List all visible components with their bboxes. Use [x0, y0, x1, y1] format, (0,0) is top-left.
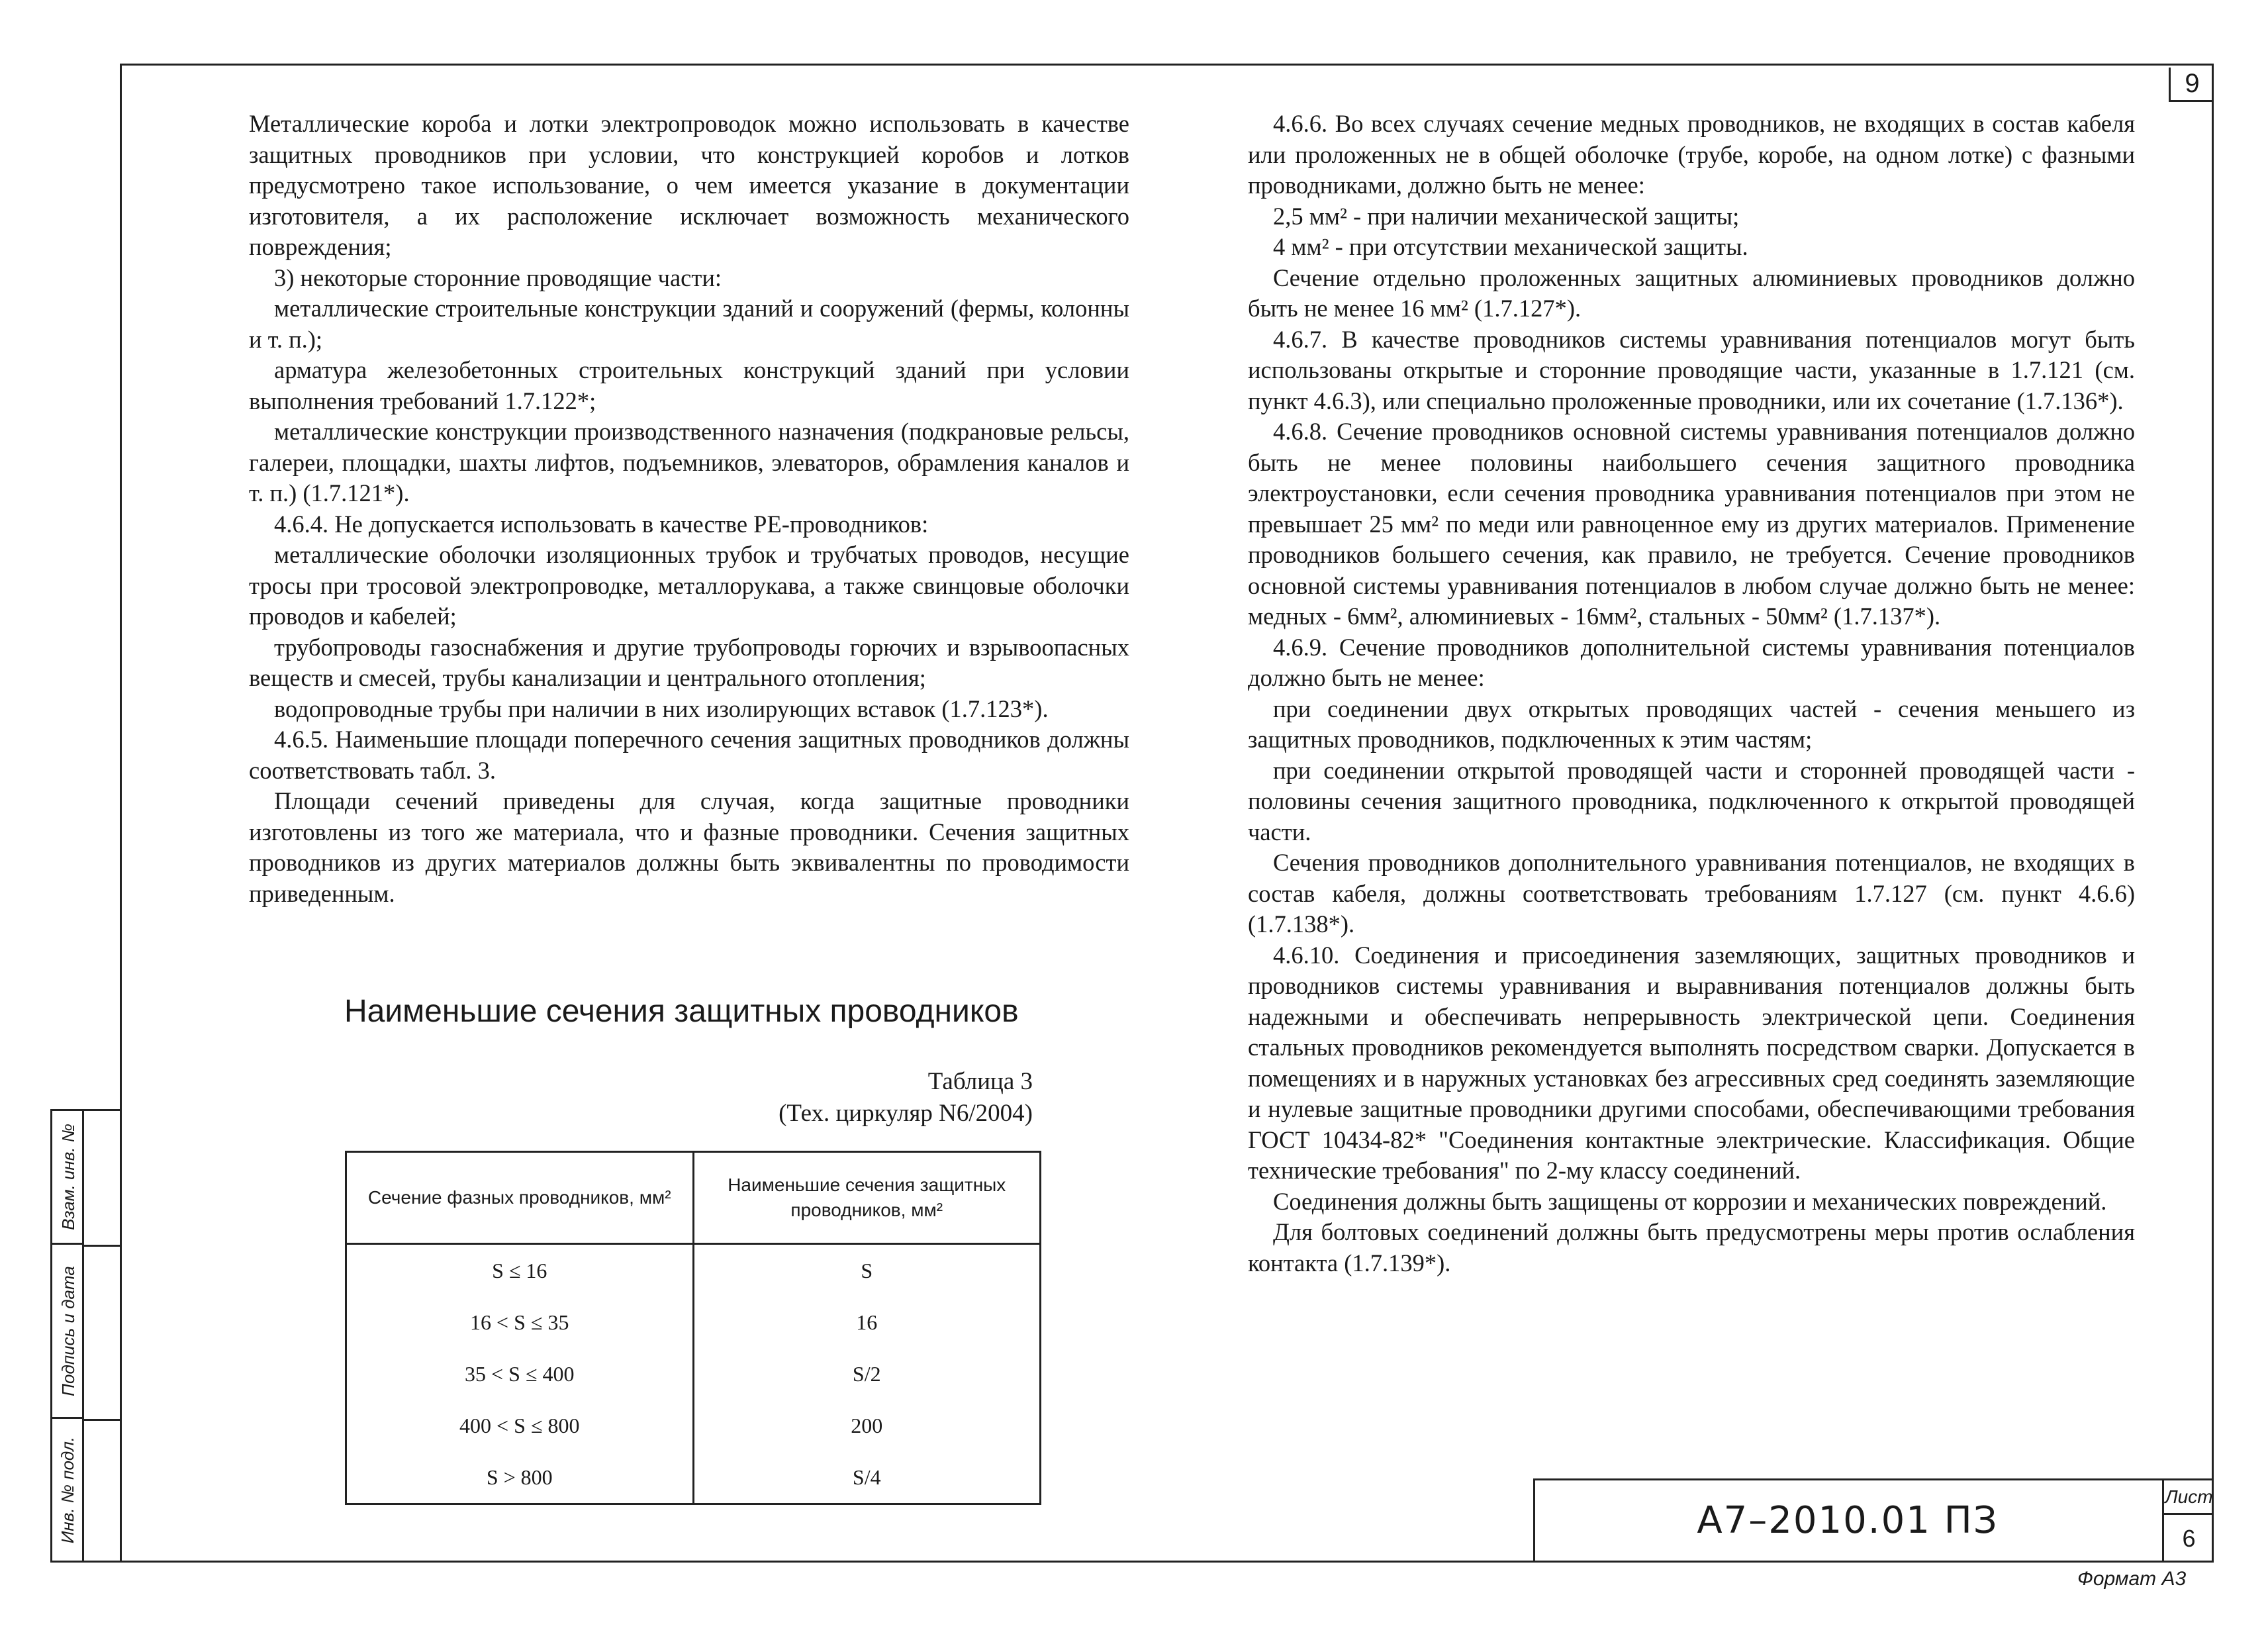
conductor-section-table: [345, 1151, 1041, 1505]
table-cell: S ≤ 16: [346, 1244, 694, 1297]
table-caption: [728, 1066, 1033, 1130]
sheet-number: 6: [2182, 1525, 2196, 1552]
table-header-row: [346, 1152, 1041, 1244]
side-stamp-cell-signature: [52, 1245, 84, 1419]
table-cell: S/4: [693, 1451, 1041, 1504]
table-cell: 35 < S ≤ 400: [346, 1348, 694, 1400]
paragraph: 4.6.7. В качестве проводников системы уравнивания потенциалов могут быть использованы открытые и сторонние проводящие части, указанные в 1.7.121 (см. пункт 4.6.3), или специально проложенные проводники, или их сочетание (1.7.136*).: [1248, 325, 2135, 414]
sheet-label: Лист: [2164, 1480, 2214, 1515]
paragraph: при соединении двух открытых проводящих частей - сечения меньшего из защитных проводников, подключенных к этим частям;: [1248, 695, 2135, 753]
paragraph: Площади сечений приведены для случая, когда защитные проводники изготовлены из того же материала, что и фазные проводники. Сечения защитных проводников из других материалов должны быть эквивалентны по проводимости приведенным.: [249, 787, 1129, 907]
paragraph: Сечения проводников дополнительного уравнивания потенциалов, не входящих в состав кабеля, должны соответствовать требованиям 1.7.127 (см. пункт 4.6.6) (1.7.138*).: [1248, 849, 2135, 938]
document-code: А7–2010.01 ПЗ: [1697, 1499, 1999, 1542]
table-cell: 16 < S ≤ 35: [346, 1296, 694, 1348]
table-cell: S: [693, 1244, 1041, 1297]
paragraph: металлические строительные конструкции зданий и сооружений (фермы, колонны и т. п.);: [249, 295, 1129, 353]
paragraph: Для болтовых соединений должны быть предусмотрены меры против ослабления контакта (1.7.139*).: [1248, 1218, 2135, 1277]
paragraph: 4.6.5. Наименьшие площади поперечного сечения защитных проводников должны соответствовать табл. 3.: [249, 726, 1129, 784]
paragraph: 4.6.8. Сечение проводников основной системы уравнивания потенциалов должно быть не менее половины наибольшего сечения защитного проводника электроустановки, если сечения проводника уравнивания потенциалов при этом не превышает 25 мм² по меди или равноценное ему из других материалов. Применение проводников большего сечения, как правило, не требуется. Сечение проводников основной системы уравнивания потенциалов в любом случае должно быть не менее: медных - 6мм², алюминиевых - 16мм², стальных - 50мм² (1.7.137*).: [1248, 418, 2135, 630]
table-row: [346, 1296, 1041, 1348]
table-row: [346, 1244, 1041, 1297]
table-header-cell: Сечение фазных проводников, мм²: [346, 1152, 694, 1244]
table-number: Таблица 3: [927, 1068, 1033, 1095]
side-stamp-label: Подпись и дата: [58, 1265, 78, 1396]
paragraph: при соединении открытой проводящей части и сторонней проводящей части - половины сечения защитного проводника, подключенного к открытой проводящей части.: [1248, 756, 2135, 845]
table-cell: S/2: [693, 1348, 1041, 1400]
side-stamp-label: Взам. инв. №: [58, 1124, 78, 1230]
page-number: 9: [2169, 68, 2214, 102]
side-stamp-cell-inventory: [52, 1419, 84, 1561]
table-row: [346, 1400, 1041, 1451]
paragraph: арматура железобетонных строительных конструкций зданий при условии выполнения требований 1.7.122*;: [249, 356, 1129, 414]
table-cell: 16: [693, 1296, 1041, 1348]
side-stamp-labels: [52, 1111, 84, 1561]
left-text-column: [249, 109, 1129, 909]
paragraph: металлические оболочки изоляционных трубок и трубчатых проводов, несущие тросы при тросовой электропроводке, металлорукава, а также свинцовые оболочки проводов и кабелей;: [249, 541, 1129, 630]
table-cell: 400 < S ≤ 800: [346, 1400, 694, 1451]
table-row: [346, 1451, 1041, 1504]
paragraph: 4 мм² - при отсутствии механической защиты.: [1273, 233, 1748, 260]
paragraph: 3) некоторые сторонние проводящие части:: [274, 264, 722, 291]
paragraph: водопроводные трубы при наличии в них изолирующих вставок (1.7.123*).: [274, 695, 1049, 722]
format-label: Формат А3: [2077, 1568, 2187, 1590]
paragraph: 4.6.10. Соединения и присоединения заземляющих, защитных проводников и проводников системы уравнивания и выравнивания потенциалов должны быть надежными и обеспечивать непрерывность электрической цепи. Соединения стальных проводников рекомендуется выполнять посредством сварки. Допускается в помещениях и в наружных установках без агрессивных сред соединять заземляющие и нулевые защитные проводники другими способами, обеспечивающими требования ГОСТ 10434-82* "Соединения контактные электрические. Классификация. Общие технические требования" по 2-му классу соединений.: [1248, 941, 2135, 1184]
paragraph: Сечение отдельно проложенных защитных алюминиевых проводников должно быть не менее 16 мм² (1.7.127*).: [1248, 264, 2135, 322]
paragraph: металлические конструкции производственного назначения (подкрановые рельсы, галереи, площадки, шахты лифтов, подъемников, элеваторов, обрамления каналов и т. п.) (1.7.121*).: [249, 418, 1129, 507]
paragraph: Металлические короба и лотки электропроводок можно использовать в качестве защитных проводников при условии, что конструкцией коробов и лотков предусмотрено такое использование, о чем имеется указание в документации изготовителя, а их расположение исключает возможность механического повреждения;: [249, 110, 1129, 260]
table-title: Наименьшие сечения защитных проводников: [344, 994, 1019, 1029]
table-cell: 200: [693, 1400, 1041, 1451]
paragraph: 4.6.9. Сечение проводников дополнительной системы уравнивания потенциалов должно быть не менее:: [1248, 633, 2135, 691]
side-stamp-cell-replace: [52, 1111, 84, 1245]
table-source: (Тех. циркуляр N6/2004): [779, 1100, 1033, 1127]
right-text-column: [1248, 109, 2135, 1279]
paragraph: 4.6.4. Не допускается использовать в качестве PE-проводников:: [274, 510, 929, 538]
side-stamp-label: Инв. № подл.: [58, 1436, 78, 1543]
paragraph: Соединения должны быть защищены от коррозии и механических повреждений.: [1273, 1187, 2107, 1215]
side-stamp: [50, 1109, 120, 1563]
table-cell: S > 800: [346, 1451, 694, 1504]
paragraph: трубопроводы газоснабжения и другие трубопроводы горючих и взрывоопасных веществ и смесей, трубы канализации и центрального отопления;: [249, 633, 1129, 691]
paragraph: 4.6.6. Во всех случаях сечение медных проводников, не входящих в состав кабеля или проложенных не в общей оболочке (трубе, коробе, на одном лотке) с фазными проводниками, должно быть не менее:: [1248, 110, 2135, 199]
table-row: [346, 1348, 1041, 1400]
table-header-cell: Наименьшие сечения защитных проводников, мм²: [693, 1152, 1041, 1244]
paragraph: 2,5 мм² - при наличии механической защиты;: [1273, 202, 1740, 230]
